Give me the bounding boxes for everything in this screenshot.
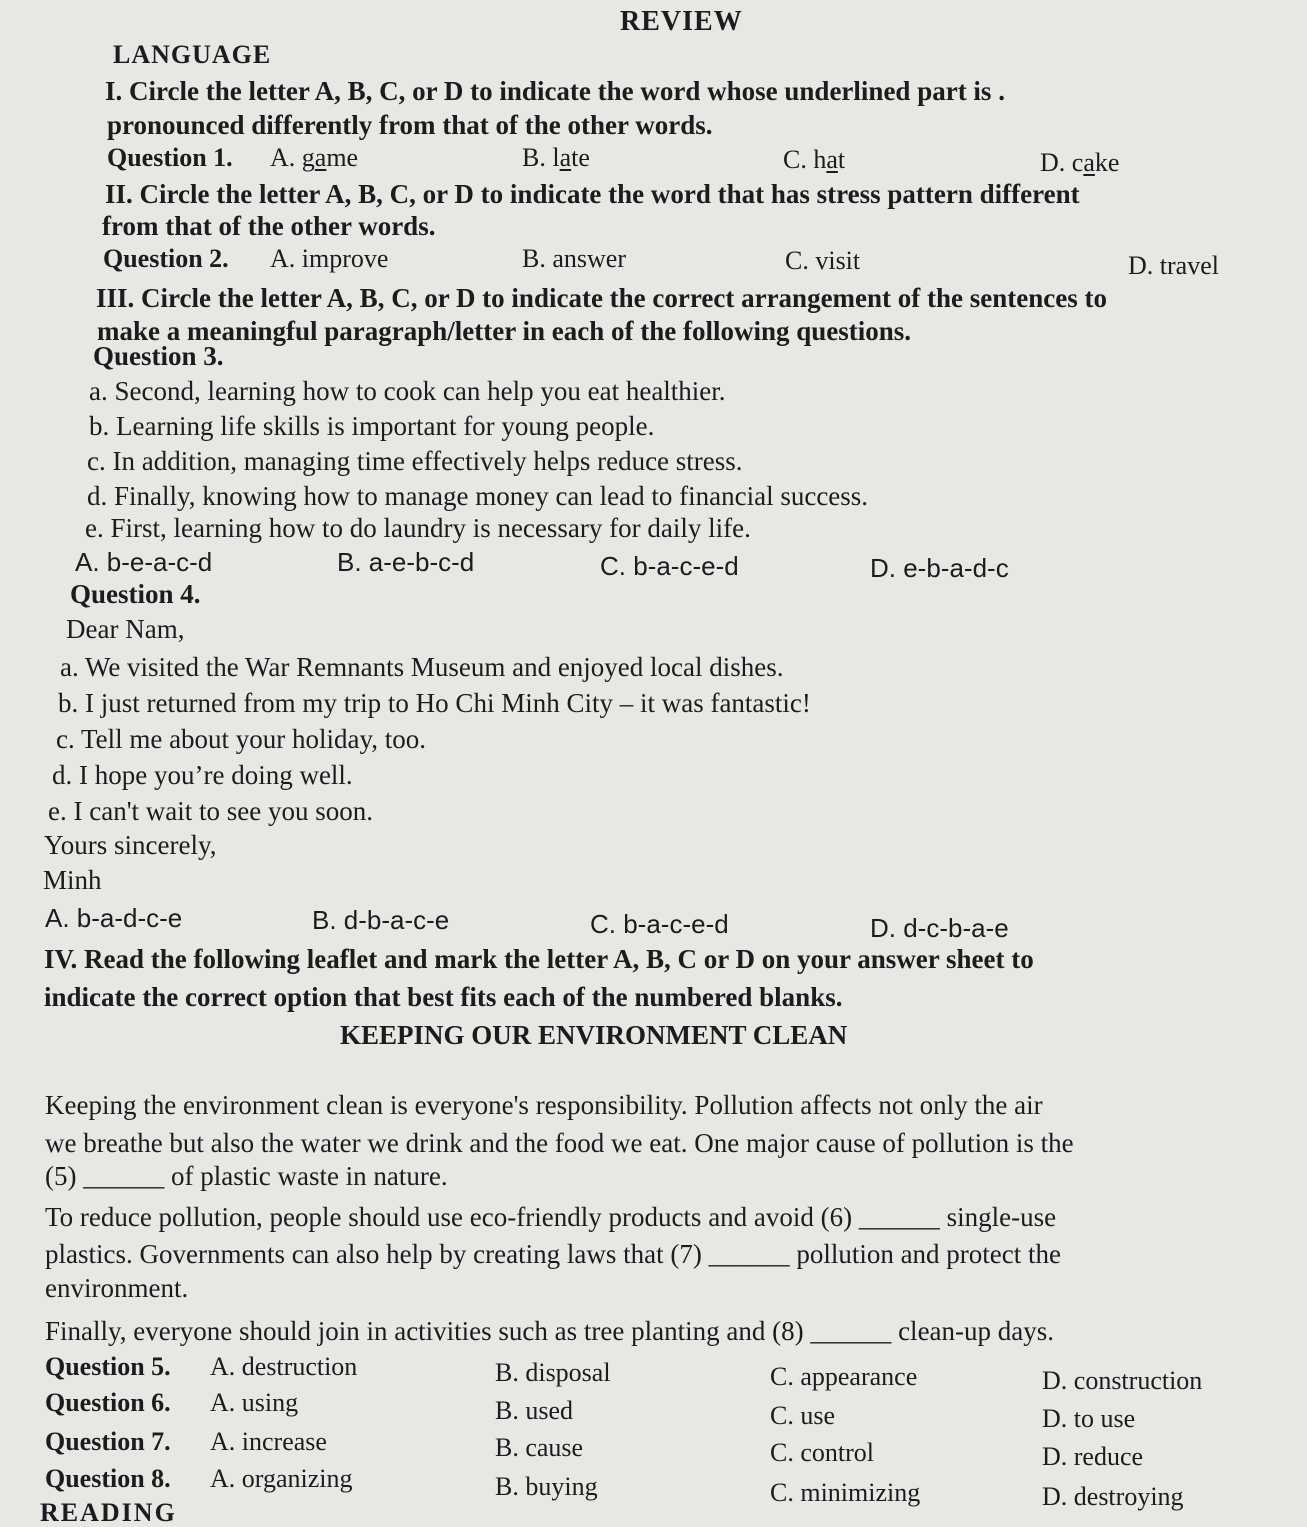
part1-instruction-line2: pronounced differently from that of the other words. [107,110,713,140]
leaflet-title: KEEPING OUR ENVIRONMENT CLEAN [340,1020,848,1050]
question-1-option-d[interactable]: D. cake [1040,148,1120,177]
question-4-sentence-e: e. I can't wait to see you soon. [48,796,374,826]
question-5-option-a[interactable]: A. destruction [210,1352,358,1381]
question-4-option-d[interactable]: D. d-c-b-a-e [870,913,1009,943]
part3-instruction-line1: III. Circle the letter A, B, C, or D to indicate the correct arrangement of the sentences to [96,283,1107,313]
question-5-option-d[interactable]: D. construction [1042,1366,1203,1395]
question-2-option-a[interactable]: A. improve [270,244,389,273]
question-8-label: Question 8. [45,1464,171,1493]
question-3-option-c[interactable]: C. b-a-c-e-d [600,551,739,581]
letter-closing: Yours sincerely, [44,830,217,860]
question-1-label: Question 1. [107,143,233,172]
page-title: REVIEW [620,6,743,37]
part3-instruction-line2: make a meaningful paragraph/letter in each of the following questions. [97,316,912,346]
leaflet-p2-line3: environment. [45,1273,189,1303]
leaflet-p3-line1: Finally, everyone should join in activities such as tree planting and (8) ______ clean-up days. [45,1316,1055,1346]
question-4-sentence-a: a. We visited the War Remnants Museum and enjoyed local dishes. [60,652,784,682]
question-8-option-c[interactable]: C. minimizing [770,1478,921,1507]
blank-7: ______ [708,1239,790,1269]
question-3-sentence-b: b. Learning life skills is important for young people. [89,411,655,441]
section-heading: LANGUAGE [113,40,272,69]
letter-greeting: Dear Nam, [66,614,185,644]
question-3-sentence-d: d. Finally, knowing how to manage money can lead to financial success. [87,481,869,511]
question-3-option-a[interactable]: A. b-e-a-c-d [75,547,213,577]
question-7-option-c[interactable]: C. control [770,1438,874,1467]
leaflet-p1-line3: (5) ______ of plastic waste in nature. [45,1161,448,1191]
question-6-option-a[interactable]: A. using [210,1388,299,1417]
question-4-sentence-d: d. I hope you’re doing well. [52,760,353,790]
question-6-option-c[interactable]: C. use [770,1401,835,1430]
blank-5: ______ [83,1161,165,1191]
blank-6: ______ [858,1202,940,1232]
question-7-option-d[interactable]: D. reduce [1042,1442,1144,1471]
part4-instruction-line2: indicate the correct option that best fits each of the numbered blanks. [44,982,843,1012]
blank-8: ______ [810,1316,892,1346]
leaflet-p1-line1: Keeping the environment clean is everyone's responsibility. Pollution affects not only the air [45,1090,1043,1120]
question-5-label: Question 5. [45,1352,171,1381]
question-6-option-d[interactable]: D. to use [1042,1404,1136,1433]
question-2-option-b[interactable]: B. answer [522,244,626,273]
question-2-option-c[interactable]: C. visit [785,246,861,275]
question-2-label: Question 2. [103,244,229,273]
question-4-option-b[interactable]: B. d-b-a-c-e [312,905,450,935]
question-3-option-b[interactable]: B. a-e-b-c-d [337,547,475,577]
question-7-option-a[interactable]: A. increase [210,1427,327,1456]
question-4-option-c[interactable]: C. b-a-c-e-d [590,909,729,939]
question-8-option-d[interactable]: D. destroying [1042,1482,1184,1511]
question-4-sentence-c: c. Tell me about your holiday, too. [56,724,427,754]
question-1-option-c[interactable]: C. hat [783,145,846,174]
question-3-option-d[interactable]: D. e-b-a-d-c [870,553,1009,583]
question-3-sentence-a: a. Second, learning how to cook can help you eat healthier. [89,376,726,406]
question-3-sentence-c: c. In addition, managing time effectively helps reduce stress. [87,446,743,476]
question-2-option-d[interactable]: D. travel [1128,251,1219,280]
part1-instruction-line1: I. Circle the letter A, B, C, or D to indicate the word whose underlined part is . [105,76,1005,106]
question-7-label: Question 7. [45,1427,171,1456]
leaflet-p2-line2: plastics. Governments can also help by creating laws that (7) ______ pollution and protect the [45,1239,1061,1269]
question-8-option-b[interactable]: B. buying [495,1472,598,1501]
question-1-option-a[interactable]: A. game [270,143,359,172]
question-4-label: Question 4. [70,579,201,609]
question-3-label: Question 3. [93,341,224,371]
question-1-option-b[interactable]: B. late [522,143,590,172]
next-section-heading: READING [40,1498,177,1527]
question-4-option-a[interactable]: A. b-a-d-c-e [45,903,183,933]
question-5-option-c[interactable]: C. appearance [770,1362,918,1391]
question-6-label: Question 6. [45,1388,171,1417]
question-3-sentence-e: e. First, learning how to do laundry is necessary for daily life. [85,513,751,543]
leaflet-p1-line2: we breathe but also the water we drink and the food we eat. One major cause of pollution is the [45,1128,1074,1158]
part2-instruction-line2: from that of the other words. [102,211,436,241]
letter-signature: Minh [43,865,102,895]
part2-instruction-line1: II. Circle the letter A, B, C, or D to indicate the word that has stress pattern different [105,179,1080,209]
question-4-sentence-b: b. I just returned from my trip to Ho Chi Minh City – it was fantastic! [58,688,811,718]
part4-instruction-line1: IV. Read the following leaflet and mark the letter A, B, C or D on your answer sheet to [44,944,1034,974]
question-6-option-b[interactable]: B. used [495,1396,573,1425]
question-5-option-b[interactable]: B. disposal [495,1358,611,1387]
leaflet-p2-line1: To reduce pollution, people should use eco-friendly products and avoid (6) ______ single-use [45,1202,1057,1232]
question-7-option-b[interactable]: B. cause [495,1433,584,1462]
question-8-option-a[interactable]: A. organizing [210,1464,353,1493]
